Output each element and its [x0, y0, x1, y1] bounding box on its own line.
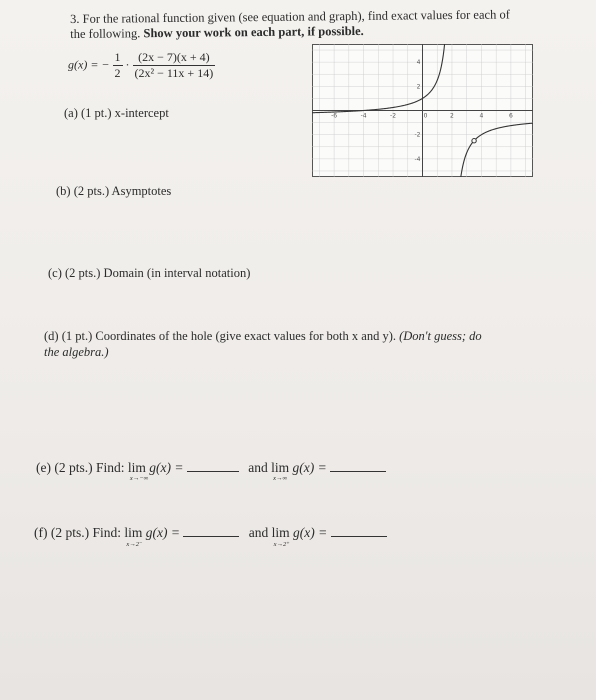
x-tick-label: 0: [423, 112, 428, 120]
part-c-label: (c) (2 pts.) Domain (in interval notation): [48, 266, 251, 280]
part-d-italic-1: (Don't guess; do: [399, 329, 482, 343]
instruction-bold: Show your work on each part, if possible.: [143, 23, 364, 41]
x-tick-label: 4: [479, 112, 484, 120]
x-tick-label: -6: [331, 112, 338, 120]
x-tick-label: 6: [508, 112, 513, 120]
limit-e-1: [127, 460, 149, 482]
y-tick-label: 2: [416, 83, 421, 91]
question-text-line1: 3. For the rational function given (see equation and graph), find exact values for each of: [70, 7, 510, 26]
part-b-label: (b) (2 pts.) Asymptotes: [56, 184, 172, 198]
part-d-text: (d) (1 pt.) Coordinates of the hole (give exact values for both x and y).: [44, 329, 396, 343]
gx-expression: g(x) =: [293, 525, 328, 540]
y-tick-label: -2: [414, 131, 421, 139]
answer-blank-f2[interactable]: [331, 524, 387, 537]
question-text-line2: [70, 22, 510, 42]
fraction-denominator: (2x² − 11x + 14): [134, 66, 214, 80]
limit-f-2: [271, 525, 290, 548]
lim-subscript: x→∞: [273, 475, 288, 482]
lim-text: lim: [124, 525, 143, 540]
lim-text: lim: [271, 460, 290, 475]
formula-lhs: g(x) = −: [68, 57, 110, 72]
y-tick-label: -4: [414, 155, 421, 163]
lim-subscript: x→2⁻: [126, 541, 143, 548]
coef-denominator: 2: [114, 66, 121, 80]
formula-dot: ·: [125, 57, 130, 72]
answer-blank-e2[interactable]: [330, 459, 386, 472]
x-tick-label: 2: [450, 112, 454, 120]
coef-numerator: 1: [114, 50, 121, 64]
y-tick-label: 4: [416, 59, 421, 67]
instruction-plain: the following.: [70, 26, 141, 41]
x-tick-label: -2: [390, 112, 397, 120]
part-d-italic-2: the algebra.): [44, 345, 109, 359]
x-tick-label: -4: [360, 112, 367, 120]
gx-expression: g(x) =: [149, 460, 184, 475]
part-f-prefix: (f) (2 pts.) Find:: [34, 525, 121, 540]
gx-expression: g(x) =: [145, 525, 180, 540]
hole-marker: [472, 139, 476, 143]
gx-expression: g(x) =: [292, 460, 327, 475]
answer-blank-e1[interactable]: [187, 459, 239, 472]
function-formula: [68, 50, 215, 81]
lim-text: lim: [127, 460, 146, 475]
part-f-row: [34, 524, 387, 548]
function-graph: [312, 44, 533, 177]
part-d-label: [44, 328, 482, 360]
limit-f-1: [124, 525, 143, 548]
fraction-numerator: (2x − 7)(x + 4): [133, 50, 216, 66]
lim-subscript: x→−∞: [129, 475, 149, 482]
and-text: and: [248, 525, 269, 540]
limit-e-2: [271, 460, 290, 482]
part-e-row: [36, 459, 386, 482]
question-header: [70, 7, 510, 42]
and-text: and: [248, 460, 268, 475]
formula-coefficient: [113, 50, 123, 81]
part-e-prefix: (e) (2 pts.) Find:: [36, 460, 125, 475]
part-a-label: (a) (1 pt.) x-intercept: [64, 106, 169, 120]
lim-subscript: x→2⁺: [273, 541, 290, 548]
formula-fraction: [133, 50, 216, 81]
answer-blank-f1[interactable]: [183, 524, 239, 537]
lim-text: lim: [271, 525, 290, 540]
